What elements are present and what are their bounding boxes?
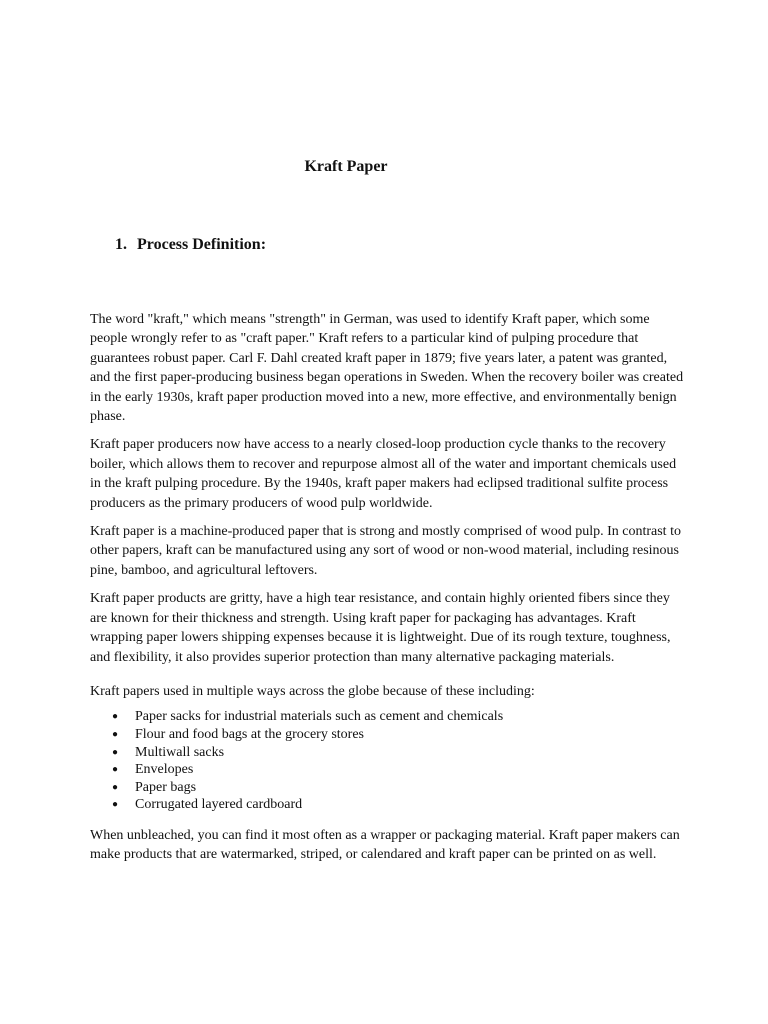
list-item-text: Corrugated layered cardboard bbox=[135, 797, 303, 813]
paragraph-machine-produced: Kraft paper is a machine-produced paper that is strong and mostly comprised of wood pulp. In contrast to other papers, kraft can be manufactured using any sort of wood or non-wood material, including resinous pine, bamboo, and agricultural leftovers. bbox=[90, 524, 681, 578]
list-item bbox=[90, 779, 690, 797]
document-title: Kraft Paper bbox=[304, 158, 388, 175]
paragraph-properties: Kraft paper products are gritty, have a high tear resistance, and contain highly oriented fibers since they are known for their thickness and strength. Using kraft paper for packaging has advantages. Kraft wrapping paper lowers shipping expenses because it is lightweight. Due of its rough texture, toughness, and flexibility, it also provides superior protection than many alternative packaging materials. bbox=[90, 591, 671, 665]
bullet-icon: ● bbox=[112, 764, 119, 776]
list-item-text: Paper sacks for industrial materials such as cement and chemicals bbox=[135, 709, 504, 725]
paragraph-intro: The word "kraft," which means "strength" in German, was used to identify Kraft paper, which some people wrongly refer to as "craft paper." Kraft refers to a particular kind of pulping procedure that guarantees robust paper. Carl F. Dahl created kraft paper in 1879; five years later, a patent was granted, and the first paper-producing business began operations in Sweden. When the recovery boiler was created in the early 1930s, kraft paper production moved into a new, more effective, and environmentally benign phase. bbox=[90, 312, 684, 425]
list-item-text: Flour and food bags at the grocery stores bbox=[135, 726, 364, 742]
section-number: 1. bbox=[115, 236, 127, 253]
document-body bbox=[90, 310, 690, 874]
list-item bbox=[90, 708, 690, 726]
section-heading bbox=[115, 235, 266, 255]
list-item-text: Multiwall sacks bbox=[135, 744, 225, 760]
bullet-icon: ● bbox=[112, 728, 119, 740]
paragraph-recovery-boiler: Kraft paper producers now have access to a nearly closed-loop production cycle thanks to the recovery boiler, which allows them to recover and repurpose almost all of the water and important chemicals used in the kraft pulping procedure. By the 1940s, kraft paper makers had eclipsed traditional sulfite process producers as the primary producers of wood pulp worldwide. bbox=[90, 437, 677, 511]
bullet-icon: ● bbox=[112, 799, 119, 811]
list-item bbox=[90, 761, 690, 779]
list-item-text: Envelopes bbox=[135, 762, 194, 778]
bullet-icon: ● bbox=[112, 781, 119, 793]
list-item bbox=[90, 726, 690, 744]
list-item bbox=[90, 744, 690, 762]
bullet-icon: ● bbox=[112, 746, 119, 758]
list-item-text: Paper bags bbox=[135, 779, 197, 795]
section-heading-text: Process Definition: bbox=[137, 236, 267, 253]
bullet-icon: ● bbox=[112, 711, 119, 723]
list-item bbox=[90, 796, 690, 814]
list-intro: Kraft papers used in multiple ways across the globe because of these including: bbox=[90, 683, 535, 699]
paragraph-closing: When unbleached, you can find it most often as a wrapper or packaging material. Kraft paper makers can make products that are watermarked, striped, or calendared and kraft paper can be printed on as well. bbox=[90, 827, 680, 863]
uses-list bbox=[90, 708, 690, 814]
